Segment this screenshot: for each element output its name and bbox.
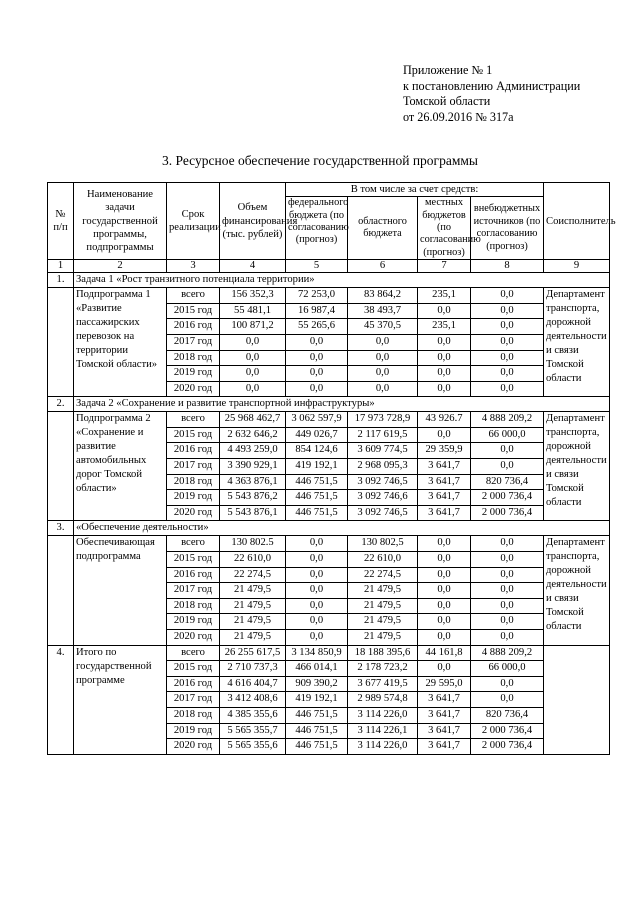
header-local: местных бюджетов (по согласованию (прогноз)	[418, 197, 471, 260]
amount-cell: 3 062 597,9	[286, 412, 348, 428]
executor-cell: Департамент транспорта, дорожной деятельности и связи Томской области	[544, 536, 610, 645]
amount-cell: 29 359,9	[418, 443, 471, 459]
amount-cell: 21 479,5	[220, 630, 286, 646]
column-number: 6	[348, 260, 418, 273]
amount-cell: 0,0	[418, 366, 471, 382]
amount-cell: 18 188 395,6	[348, 645, 418, 661]
amount-cell: 0,0	[471, 630, 544, 646]
amount-cell: 0,0	[286, 536, 348, 552]
column-number: 7	[418, 260, 471, 273]
amount-cell: 3 641,7	[418, 474, 471, 490]
amount-cell: 0,0	[418, 583, 471, 599]
column-number: 4	[220, 260, 286, 273]
period-cell: 2018 год	[167, 707, 220, 723]
amount-cell: 0,0	[286, 350, 348, 366]
amount-cell: 26 255 617,5	[220, 645, 286, 661]
amount-cell: 2 000 736,4	[471, 505, 544, 521]
amount-cell: 0,0	[471, 381, 544, 397]
period-cell: 2015 год	[167, 427, 220, 443]
amount-cell: 0,0	[418, 536, 471, 552]
blank-cell	[48, 288, 74, 397]
amount-cell: 3 412 408,6	[220, 692, 286, 708]
task-row	[48, 521, 610, 536]
amount-cell: 22 610,0	[220, 552, 286, 568]
amount-cell: 0,0	[471, 366, 544, 382]
blank-cell	[48, 412, 74, 521]
task-title: Задача 2 «Сохранение и развитие транспортной инфраструктуры»	[74, 397, 610, 412]
amount-cell: 0,0	[220, 350, 286, 366]
subprogram-name: Подпрограмма 1 «Развитие пассажирских перевозок на территории Томской области»	[74, 288, 167, 397]
column-number: 8	[471, 260, 544, 273]
amount-cell: 2 000 736,4	[471, 723, 544, 739]
amount-cell: 0,0	[471, 443, 544, 459]
amount-cell: 2 000 736,4	[471, 490, 544, 506]
amount-cell: 4 493 259,0	[220, 443, 286, 459]
header-num: № п/п	[48, 183, 74, 260]
subprogram-name: Подпрограмма 2 «Сохранение и развитие автомобильных дорог Томской области»	[74, 412, 167, 521]
amount-cell: 0,0	[220, 334, 286, 350]
table-row	[48, 288, 610, 304]
amount-cell: 3 641,7	[418, 707, 471, 723]
amount-cell: 5 543 876,2	[220, 490, 286, 506]
task-row	[48, 397, 610, 412]
amount-cell: 22 610,0	[348, 552, 418, 568]
amount-cell: 5 543 876,1	[220, 505, 286, 521]
amount-cell: 0,0	[220, 381, 286, 397]
amount-cell: 449 026,7	[286, 427, 348, 443]
amount-cell: 0,0	[418, 381, 471, 397]
amount-cell: 3 092 746,6	[348, 490, 418, 506]
amount-cell: 0,0	[286, 334, 348, 350]
amount-cell: 0,0	[418, 427, 471, 443]
approval-line: Приложение № 1	[403, 63, 493, 77]
period-cell: всего	[167, 288, 220, 304]
amount-cell: 0,0	[471, 692, 544, 708]
amount-cell: 0,0	[286, 630, 348, 646]
task-title: «Обеспечение деятельности»	[74, 521, 610, 536]
amount-cell: 0,0	[348, 350, 418, 366]
task-number: 1.	[48, 273, 74, 288]
amount-cell: 16 987,4	[286, 303, 348, 319]
amount-cell: 3 641,7	[418, 723, 471, 739]
amount-cell: 466 014,1	[286, 661, 348, 677]
amount-cell: 130 802.5	[220, 536, 286, 552]
amount-cell: 820 736,4	[471, 474, 544, 490]
amount-cell: 4 616 404,7	[220, 676, 286, 692]
header-federal: федерального бюджета (по согласованию (прогноз)	[286, 197, 348, 260]
column-number: 3	[167, 260, 220, 273]
header-volume: Объем финансирования (тыс. рублей)	[220, 183, 286, 260]
amount-cell: 446 751,5	[286, 490, 348, 506]
amount-cell: 0,0	[471, 676, 544, 692]
amount-cell: 0,0	[471, 288, 544, 304]
amount-cell: 909 390,2	[286, 676, 348, 692]
amount-cell: 419 192,1	[286, 459, 348, 475]
amount-cell: 22 274,5	[220, 567, 286, 583]
amount-cell: 43 926.7	[418, 412, 471, 428]
table-row	[48, 536, 610, 552]
period-cell: 2016 год	[167, 676, 220, 692]
blank-cell	[48, 536, 74, 645]
period-cell: 2015 год	[167, 552, 220, 568]
amount-cell: 0,0	[418, 334, 471, 350]
header-executor: Соисполнитель	[544, 183, 610, 260]
amount-cell: 72 253,0	[286, 288, 348, 304]
amount-cell: 38 493,7	[348, 303, 418, 319]
amount-cell: 45 370,5	[348, 319, 418, 335]
period-cell: 2019 год	[167, 614, 220, 630]
amount-cell: 2 178 723,2	[348, 661, 418, 677]
period-cell: 2016 год	[167, 319, 220, 335]
amount-cell: 0,0	[220, 366, 286, 382]
amount-cell: 44 161,8	[418, 645, 471, 661]
amount-cell: 0,0	[471, 614, 544, 630]
period-cell: 2020 год	[167, 739, 220, 755]
period-cell: 2017 год	[167, 334, 220, 350]
amount-cell: 235,1	[418, 319, 471, 335]
amount-cell: 0,0	[471, 552, 544, 568]
amount-cell: 21 479,5	[220, 583, 286, 599]
amount-cell: 3 641,7	[418, 505, 471, 521]
amount-cell: 0,0	[471, 567, 544, 583]
amount-cell: 3 641,7	[418, 692, 471, 708]
column-number: 1	[48, 260, 74, 273]
table-row	[48, 412, 610, 428]
document-title: 3. Ресурсное обеспечение государственной программы	[162, 153, 478, 168]
amount-cell: 0,0	[471, 583, 544, 599]
amount-cell: 3 134 850,9	[286, 645, 348, 661]
approval-line: к постановлению Администрации	[403, 78, 581, 93]
amount-cell: 4 888 209,2	[471, 412, 544, 428]
period-cell: 2019 год	[167, 366, 220, 382]
amount-cell: 3 114 226,1	[348, 723, 418, 739]
amount-cell: 0,0	[418, 614, 471, 630]
amount-cell: 4 363 876,1	[220, 474, 286, 490]
amount-cell: 55 265,6	[286, 319, 348, 335]
period-cell: всего	[167, 536, 220, 552]
amount-cell: 5 565 355,7	[220, 723, 286, 739]
amount-cell: 21 479,5	[348, 614, 418, 630]
amount-cell: 3 114 226,0	[348, 707, 418, 723]
amount-cell: 2 632 646,2	[220, 427, 286, 443]
amount-cell: 3 677 419,5	[348, 676, 418, 692]
amount-cell: 0,0	[471, 536, 544, 552]
amount-cell: 66 000,0	[471, 661, 544, 677]
amount-cell: 5 565 355,6	[220, 739, 286, 755]
amount-cell: 21 479,5	[220, 614, 286, 630]
task-row	[48, 273, 610, 288]
amount-cell: 0,0	[418, 598, 471, 614]
header-row	[48, 183, 610, 197]
amount-cell: 130 802,5	[348, 536, 418, 552]
amount-cell: 21 479,5	[348, 598, 418, 614]
amount-cell: 235,1	[418, 288, 471, 304]
resource-table	[47, 182, 616, 755]
amount-cell: 446 751,5	[286, 723, 348, 739]
table-row	[48, 645, 610, 661]
period-cell: 2018 год	[167, 474, 220, 490]
period-cell: 2015 год	[167, 661, 220, 677]
period-cell: 2020 год	[167, 630, 220, 646]
amount-cell: 4 888 209,2	[471, 645, 544, 661]
period-cell: 2018 год	[167, 350, 220, 366]
period-cell: 2018 год	[167, 598, 220, 614]
amount-cell: 3 092 746,5	[348, 474, 418, 490]
amount-cell: 0,0	[471, 350, 544, 366]
total-number: 4.	[48, 645, 74, 754]
amount-cell: 66 000,0	[471, 427, 544, 443]
amount-cell: 446 751,5	[286, 505, 348, 521]
executor-cell	[544, 645, 610, 754]
amount-cell: 2 117 619,5	[348, 427, 418, 443]
amount-cell: 22 274,5	[348, 567, 418, 583]
amount-cell: 0,0	[286, 552, 348, 568]
amount-cell: 0,0	[348, 366, 418, 382]
amount-cell: 21 479,5	[220, 598, 286, 614]
amount-cell: 0,0	[286, 598, 348, 614]
amount-cell: 2 968 095,3	[348, 459, 418, 475]
amount-cell: 17 973 728,9	[348, 412, 418, 428]
column-number-row	[48, 260, 610, 273]
amount-cell: 0,0	[418, 567, 471, 583]
subprogram-name: Обеспечивающая подпрограмма	[74, 536, 167, 645]
approval-line: Томской области	[403, 94, 491, 109]
period-cell: 2019 год	[167, 490, 220, 506]
period-cell: 2020 год	[167, 381, 220, 397]
amount-cell: 0,0	[286, 381, 348, 397]
amount-cell: 100 871,2	[220, 319, 286, 335]
period-cell: 2017 год	[167, 692, 220, 708]
amount-cell: 0,0	[471, 459, 544, 475]
amount-cell: 0,0	[418, 303, 471, 319]
amount-cell: 3 609 774,5	[348, 443, 418, 459]
approval-line: от 26.09.2016 № 317а	[403, 109, 514, 124]
header-extra: внебюджетных источников (по согласованию (прогноз)	[471, 197, 544, 260]
amount-cell: 0,0	[471, 598, 544, 614]
amount-cell: 55 481,1	[220, 303, 286, 319]
amount-cell: 446 751,5	[286, 739, 348, 755]
header-term: Срок реализации	[167, 183, 220, 260]
period-cell: 2016 год	[167, 567, 220, 583]
amount-cell: 446 751,5	[286, 707, 348, 723]
header-regional: областного бюджета	[348, 197, 418, 260]
task-number: 3.	[48, 521, 74, 536]
amount-cell: 29 595,0	[418, 676, 471, 692]
amount-cell: 0,0	[286, 614, 348, 630]
period-cell: 2015 год	[167, 303, 220, 319]
amount-cell: 2 710 737,3	[220, 661, 286, 677]
header-name: Наименование задачи государственной программы, подпрограммы	[74, 183, 167, 260]
amount-cell: 446 751,5	[286, 474, 348, 490]
amount-cell: 419 192,1	[286, 692, 348, 708]
column-number: 2	[74, 260, 167, 273]
amount-cell: 3 641,7	[418, 490, 471, 506]
period-cell: 2016 год	[167, 443, 220, 459]
amount-cell: 820 736,4	[471, 707, 544, 723]
amount-cell: 2 989 574,8	[348, 692, 418, 708]
amount-cell: 25 968 462,7	[220, 412, 286, 428]
amount-cell: 0,0	[471, 334, 544, 350]
amount-cell: 3 114 226,0	[348, 739, 418, 755]
period-cell: 2020 год	[167, 505, 220, 521]
amount-cell: 83 864,2	[348, 288, 418, 304]
column-number: 9	[544, 260, 610, 273]
amount-cell: 0,0	[348, 381, 418, 397]
task-title: Задача 1 «Рост транзитного потенциала территории»	[74, 273, 610, 288]
amount-cell: 3 641,7	[418, 459, 471, 475]
period-cell: 2017 год	[167, 583, 220, 599]
amount-cell: 0,0	[471, 303, 544, 319]
amount-cell: 854 124,6	[286, 443, 348, 459]
approval-stamp	[403, 63, 633, 125]
amount-cell: 3 390 929,1	[220, 459, 286, 475]
amount-cell: 0,0	[418, 350, 471, 366]
total-name: Итого по государственной программе	[74, 645, 167, 754]
header-including: В том числе за счет средств:	[286, 183, 544, 197]
amount-cell: 21 479,5	[348, 583, 418, 599]
amount-cell: 3 092 746,5	[348, 505, 418, 521]
executor-cell: Департамент транспорта, дорожной деятельности и связи Томской области	[544, 412, 610, 521]
period-cell: 2017 год	[167, 459, 220, 475]
amount-cell: 0,0	[286, 366, 348, 382]
period-cell: всего	[167, 412, 220, 428]
task-number: 2.	[48, 397, 74, 412]
amount-cell: 0,0	[418, 552, 471, 568]
amount-cell: 0,0	[418, 661, 471, 677]
amount-cell: 0,0	[286, 583, 348, 599]
amount-cell: 0,0	[286, 567, 348, 583]
amount-cell: 0,0	[348, 334, 418, 350]
amount-cell: 2 000 736,4	[471, 739, 544, 755]
amount-cell: 3 641,7	[418, 739, 471, 755]
amount-cell: 0,0	[418, 630, 471, 646]
period-cell: 2019 год	[167, 723, 220, 739]
amount-cell: 21 479,5	[348, 630, 418, 646]
period-cell: всего	[167, 645, 220, 661]
amount-cell: 156 352,3	[220, 288, 286, 304]
column-number: 5	[286, 260, 348, 273]
amount-cell: 0,0	[471, 319, 544, 335]
amount-cell: 4 385 355,6	[220, 707, 286, 723]
executor-cell: Департамент транспорта, дорожной деятельности и связи Томской области	[544, 288, 610, 397]
